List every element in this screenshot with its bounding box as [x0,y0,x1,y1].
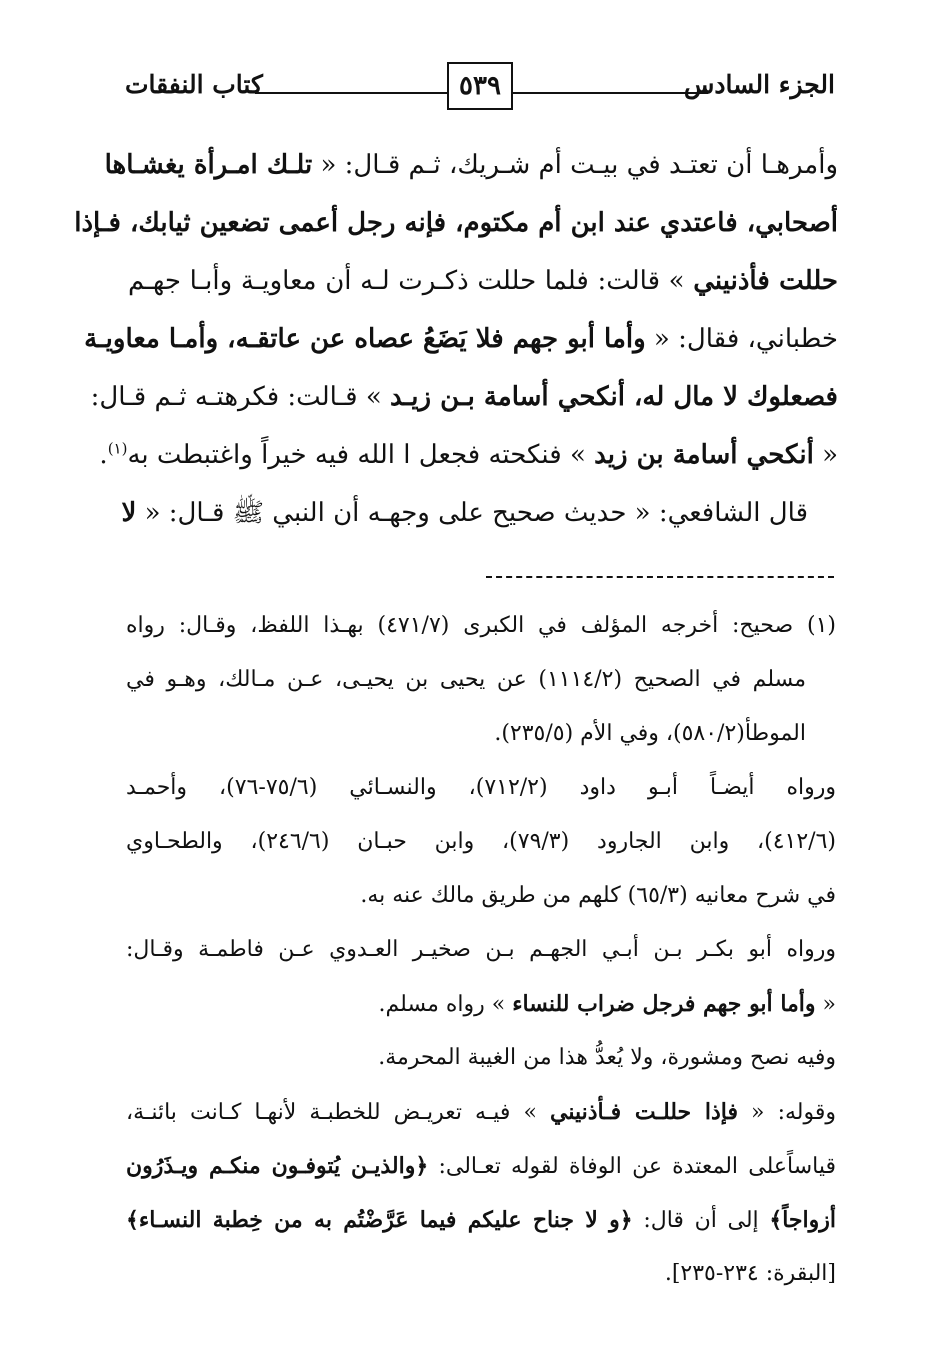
text-span: » فنكحته فجعل ا الله فيه خيراً واغتبطت به [127,440,595,470]
footnote-marker: (١) [107,439,128,458]
footnote-line: في شرح معانيه (٦٥/٣) كلهم من طريق مالك عنه به. [360,883,836,908]
footnote-line: وفيه نصح ومشورة، ولا يُعدُّ هذا من الغيبة المحرمة. [378,1045,836,1070]
header-book-title: كتاب النفقات [125,70,263,99]
text-span: قال الشافعي: « حديث صحيح على وجهـه أن النبي ﷺ قـال: « [136,498,808,528]
footnote-line: ورواه أبو بكـر بـن أبـي الجهـم بـن صخيـر العـدوي عـن فاطمـة وقـال: [126,937,836,962]
text-span: « [813,440,838,470]
text-line-7 [121,491,838,549]
hadith-quote: لا [121,498,137,528]
hadith-quote: فصعلوك لا مال له، أنكحي أسامة بـن زيـد [390,382,838,412]
hadith-quote: وأما أبو جهم فلا يَضَعُ عصاه عن عاتقـه، وأمـا معاويـة [84,324,646,354]
page-number: ٥٣٩ [447,62,513,110]
text-span: خطباني، فقال: « [645,324,838,354]
footnotes [126,606,836,1308]
text-line-6 [99,433,838,491]
hadith-quote: أنكحي أسامة بن زيد [594,440,814,470]
text-span: . [99,440,108,470]
footnote-line [126,1092,836,1146]
text-span: » قالت: فلما حللت ذكـرت لـه أن معاويـة وأبـا جهـم [128,266,694,296]
text-span: » قـالت: فكرهتـه ثـم قـال: [90,382,391,412]
footnote-line: [البقرة: ٢٣٤-٢٣٥]. [664,1261,836,1286]
text-line-4 [84,317,838,375]
text-span: وأمرهـا أن تعتـد في بيـت أم شـريك، ثـم قـال: « [312,150,838,180]
footnote-line: (٤١٢/٦)، وابن الجارود (٧٩/٣)، وابن حبـان (٢٤٦/٦)، والطحـاوي [126,829,836,854]
footnote-line [126,1146,836,1200]
text-span: » فيـه تعريـض للخطبـة لأنهـا كـانت بائنـة، [126,1100,550,1125]
footnote-line: مسلم في الصحيح (١١١٤/٢) عن يحيى بن يحيـى، عـن مـالك، وهـو في [126,667,807,692]
footnote-line: (١) صحيح: أخرجه المؤلف في الكبرى (٤٧١/٧) بهـذا اللفظ، وقـال: رواه [126,613,836,638]
main-text [74,143,838,549]
hadith-quote: تلـك امـرأة يغشـاها [104,150,313,180]
header-rule-left [255,92,568,94]
hadith-quote: حللت فأذنيني [693,266,838,296]
text-span: إلى أن قال: [632,1208,770,1233]
text-span: « [815,992,836,1017]
text-line-2: أصحابي، فاعتدي عند ابن أم مكتوم، فإنه رجل أعمى تضعين ثيابك، فـإذا [74,208,838,238]
text-line-1 [104,143,838,201]
text-span: وقوله: « [738,1100,836,1125]
footnote-line: الموطأ(٥٨٠/٢)، وفي الأم (٢٣٥/٥). [494,721,806,746]
footnote-separator [486,576,834,578]
text-span: قياساًعلى المعتدة عن الوفاة لقوله تعـالى: [428,1154,836,1179]
running-header [125,62,835,110]
hadith-quote: وأما أبو جهم فرجل ضراب للنساء [512,991,816,1017]
quran-verse: ﴿والذيـن يُتوفـون منكـم ويـذَرُون [126,1153,429,1179]
header-part-title: الجزء السادس [683,70,835,99]
quran-verse: ﴿و لا جناح عليكم فيما عَرَّضْتُم به من خِطبة النسـاء﴾ [126,1207,633,1233]
footnote-line [126,1200,836,1254]
text-span: » رواه مسلم. [378,992,513,1017]
hadith-quote: فإذا حللـت فـأذنيني [550,1099,738,1125]
quran-verse: أزواجاً﴾ [769,1207,836,1233]
footnote-line [126,984,836,1038]
text-line-3 [128,259,838,317]
footnote-line: ورواه أيضـاً أبـو داود (٧١٢/٢)، والنسـائي (٧٥/٦-٧٦)، وأحمـد [126,775,836,800]
text-line-5 [90,375,838,433]
